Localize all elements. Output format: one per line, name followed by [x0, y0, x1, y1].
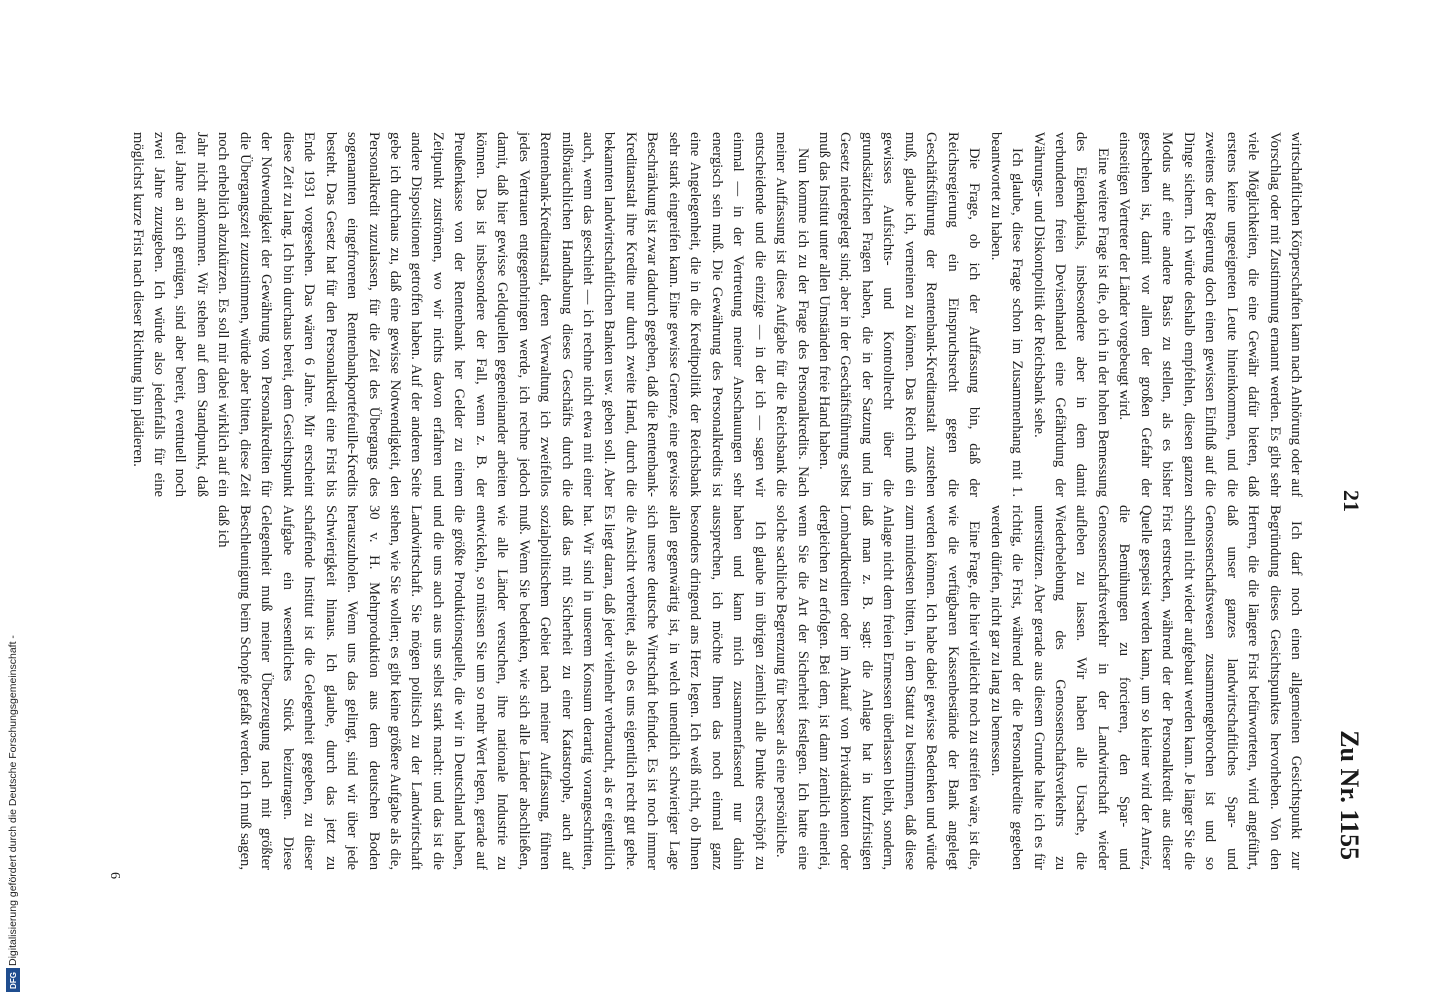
paragraph: Die Frage, ob ich der Auffassung bin, daß der Reichsregierung ein Einspruchsrecht gegen die Geschäftsführung der Rentenbank-Kreditanstalt zustehen muß, glaube ich, verneinen zu können. Das Reich muß ein gewisses Aufsichts- und Kontrollrecht über die grundsätzlichen Fragen haben, die in der Satzung und im Gesetz niedergelegt sind; aber in der Geschäftsführung selbst muß das Institut unter allen Umständen freie Hand haben.: [816, 132, 983, 497]
digitization-credit: Digitalisierung gefördert durch die Deutsche Forschungsgemeinschaft -: [7, 635, 19, 966]
document-reference: Zu Nr. 1155: [1335, 730, 1364, 860]
paragraph: Ich glaube, diese Frage schon im Zusammenhang mit 1. beantwortet zu haben.: [987, 132, 1026, 497]
paragraph: Eine Frage, die hier vielleicht noch zu streifen wäre, ist die, wie die verfügbaren Kassenbestände der Bank angelegt werden können. Ich habe dabei gewisse Bedenken und würde zum mindesten bitten, in dem Statut zu bestimmen, daß diese Anlage nicht dem freien Ermessen überlassen bleibt, sondern, daß man z. B. sagt: die Anlage hat in kurzfristigen Lombardkrediten oder im Ankauf von Privatdiskonten oder dergleichen zu erfolgen. Bei dem, ist dann ziemlich einerlei, wenn Sie die Art der Sicherheit festlegen. Ich hatte eine solche sachliche Begrenzung für besser als eine persönliche.: [773, 505, 983, 870]
paragraph: wirtschaftlichen Körperschaften kann nach Anhörung oder auf Vorschlag oder mit Zustimmung ernannt werden. Es gibt sehr viele Möglichkeiten, die eine Gewähr dafür bieten, daß erstens keine ungeeigneten Leute hineinkommen, und die zweitens der Regierung doch einen gewissen Einfluß auf die Dinge sichern. Ich würde deshalb empfehlen, diesen ganzen Modus auf eine andere Basis zu stellen, als es bisher geschehen ist, damit vor allem der großen Gefahr der einseitigen Vertreter der Länder vorgebeugt wird.: [1116, 132, 1304, 497]
dfg-logo: [6, 968, 20, 992]
text-column-right: [146, 505, 1306, 870]
paragraph: Ich darf noch einen allgemeinen Gesichtspunkt zur Begründung dieses Gesichtspunktes hervorheben. Von den Herren, die die längere Frist befürworteten, wird angeführt, daß unser ganzes landwirtschaftliches Spar- und Genossenschaftswesen zusammengebrochen ist und so schnell nicht wieder aufgebaut werden kann. Je länger Sie die Frist erstrecken, während der der Personalkredit aus dieser Quelle gespeist werden kann, um so kleiner wird der Anreiz, die Bemühungen zu forcieren, den Spar- und Genossenschaftsverkehr in der Landwirtschaft wieder aufleben zu lassen. Wir haben alle Ursache, die Wiederbelebung des Genossenschaftsverkehrs zu unterstützen. Aber gerade aus diesem Grunde halte ich es für richtig, die Frist, während der die Personalkredite gegeben werden dürfen, nicht gar zu lang zu bemessen.: [987, 505, 1304, 870]
page-number: 21: [1339, 490, 1364, 512]
paragraph: Eine weitere Frage ist die, ob ich in der hohen Bemessung des Eigenkapitals, insbesondere aber in dem damit verbundenen freien Devisenhandel eine Gefährdung der Währungs- und Diskontpolitik der Reichsbank sehe.: [1030, 132, 1111, 497]
digitization-footer: [6, 2, 20, 992]
dfg-logo-text: DFG: [8, 971, 18, 989]
paragraph: Ich glaube im übrigen ziemlich alle Punkte erschöpft zu haben und kann mich zusammenfassend nur dahin aussprechen, ich möchte Ihnen das noch einmal ganz besonders dringend ans Herz legen. Ich weiß nicht, ob Ihnen allen gegenwärtig ist, in welch unendlich schwieriger Lage sich unsere deutsche Wirtschaft befindet. Es ist noch immer die Ansicht verbreitet, als ob es uns eigentlich recht gut gehe. Es liegt daran, daß jeder vielmehr verbraucht, als er eigentlich hat. Wir sind in unserem Konsum derartig vorangeschritten, daß das mit Sicherheit zu einer Katastrophe, auch auf sozialpolitischem Gebiet nach meiner Auffassung, führen muß. Wenn Sie bedenken, wie sich alle Länder abschließen, wie alle Länder versuchen, ihre nationale Industrie zu entwickeln, so müssen Sie um so mehr Wert legen, gerade auf die größte Produktionsquelle, die wir in Deutschland haben, und die uns auch aus uns selbst stark macht: und das ist die Landwirtschaft. Sie mögen politisch zu der Landwirtschaft stehen, wie Sie wollen; es gibt keine größere Aufgabe als die, 30 v. H. Mehrproduktion aus dem deutschen Boden herauszuholen. Wenn uns das gelingt, sind wir über jede Schwierigkeit hinaus. Ich glaube, durch das jetzt zu schaffende Institut ist die Gelegenheit gegeben, zu dieser Aufgabe ein wesentliches Stück beizutragen. Diese Gelegenheit muß meiner Überzeugung nach mit größter Beschleunigung beim Schopfe gefaßt werden. Ich muß sagen, daß ich: [215, 505, 768, 870]
paragraph: Nun komme ich zu der Frage des Personalkredits. Nach meiner Auffassung ist diese Aufgabe für die Reichsbank die entscheidende und die einzige — in der ich — sagen wir einmal — in der Vertretung meiner Anschauungen sehr energisch sein muß. Die Gewährung des Personalkredits ist eine Angelegenheit, die in die Kreditpolitik der Reichsbank sehr stark eingreifen kann. Eine gewisse Grenze, eine gewisse Beschränkung ist zwar dadurch gegeben, daß die Rentenbank-Kreditanstalt ihre Kredite nur durch zweite Hand, durch die bekannten landwirtschaftlichen Banken usw. geben soll. Aber auch, wenn das geschieht — ich rechne nicht etwa mit einer mißbräuchlichen Handhabung dieses Geschäfts durch die Rentenbank-Kreditanstalt, deren Verwaltung ich zweifellos jedes Vertrauen entgegenbringen werde, ich rechne jedoch damit, daß hier gewisse Geldquellen gegeneinander arbeiten können. Das ist insbesondere der Fall, wenn z. B. der Preußenkasse von der Rentenbank her Gelder zu einem Zeitpunkt zuströmen, wo wir nichts davon erfahren und andere Dispositionen getroffen haben. Auf der anderen Seite gebe ich durchaus zu, daß eine gewisse Notwendigkeit, den Personalkredit zuzulassen, für die Zeit des Übergangs des sogenannten eingefrorenen Rentenbankportefeuille-Kredits besteht. Das Gesetz hat für den Personalkredit eine Frist bis Ende 1931 vorgesehen. Das wären 6 Jahre. Mir erscheint diese Zeit zu lang. Ich bin durchaus bereit, dem Gesichtspunkt der Notwendigkeit der Gewährung von Personalkrediten für die Übergangszeit zuzustimmen, würde aber bitten, diese Zeit noch erheblich abzukürzen. Es soll mir dabei wirklich auf ein Jahr nicht ankommen. Wir stehen auf dem Standpunkt, daß drei Jahre an sich genügen, sind aber bereit, eventuell noch zwei Jahre zuzugeben. Ich würde also jedenfalls für eine möglichst kurze Frist nach dieser Richtung hin plädieren.: [129, 132, 811, 497]
signature-mark: 6: [107, 872, 122, 879]
text-column-left: [129, 132, 1306, 497]
